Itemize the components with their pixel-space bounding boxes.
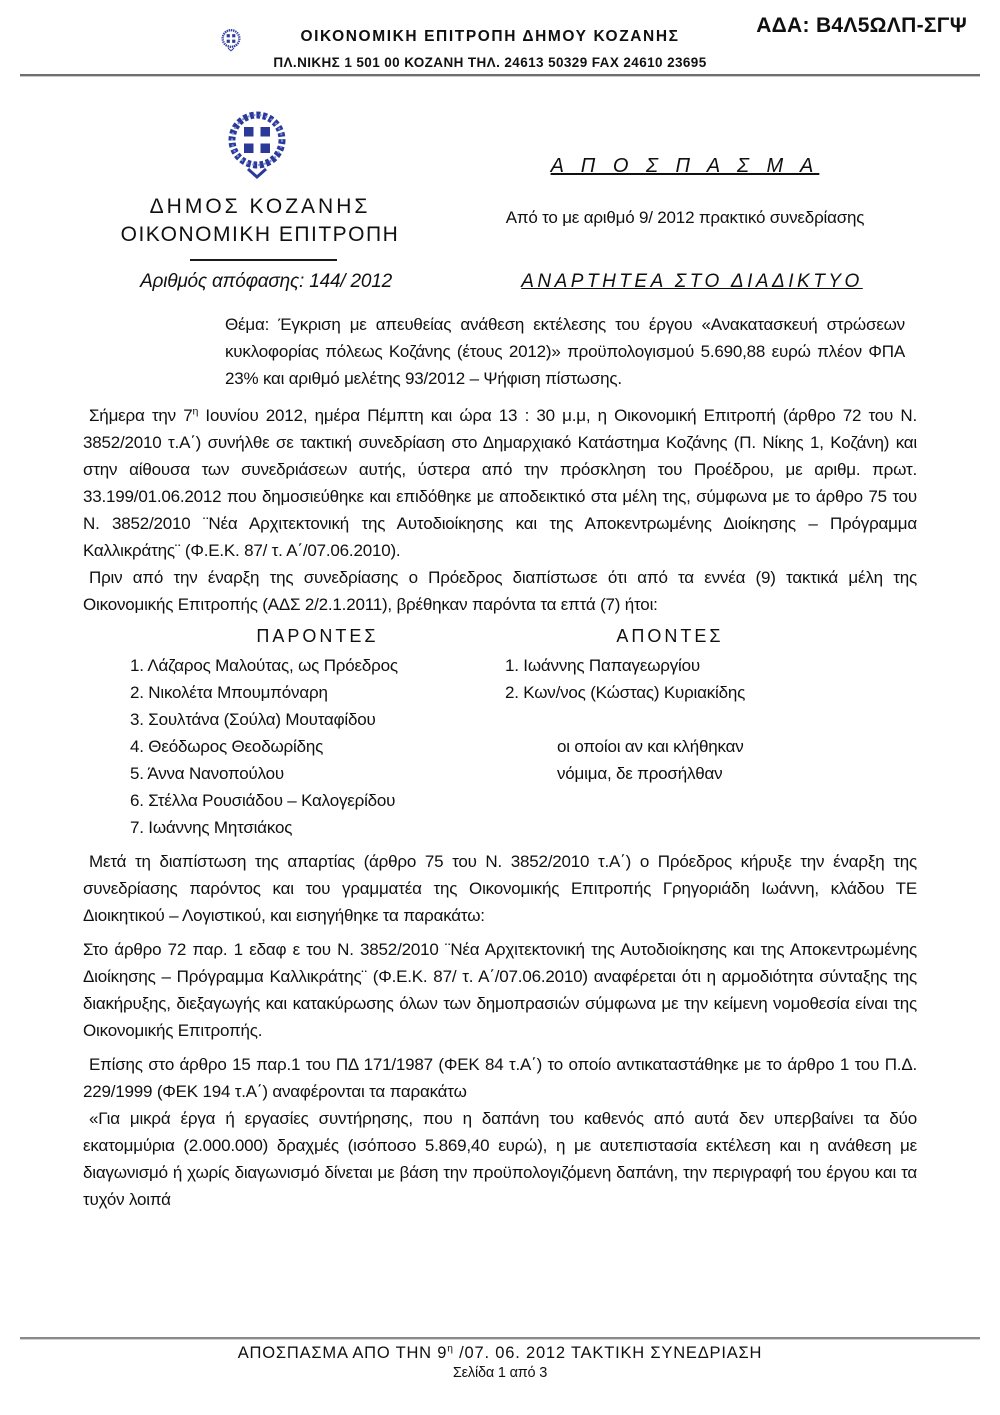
present-member: 7. Ιωάννης Μητσιάκος (130, 818, 293, 837)
paragraph-small-works-quote: «Για μικρά έργα ή εργασίες συντήρησης, που η δαπάνη του καθενός από αυτά δεν υπερβαίνει τα δύο εκατομμύρια (2.000.000) δραχμές (ισόποσο 5.869,40 ευρώ), η με αυτεπιστασία εκτέλεση και η ανάθεση με διαγωνισμό ή χωρίς διαγωνισμό δίνεται με βάση την προϋπολογιζόμενη δαπάνη, την περιγραφή του έργου και τα τυχόν λοιπά (83, 1109, 917, 1209)
attendance-lists (130, 623, 1000, 841)
footer-session-line (0, 1337, 1000, 1363)
letterhead-address: ΠΛ.ΝΙΚΗΣ 1 501 00 ΚΟΖΑΝΗ ΤΗΛ. 24613 50329 FAX 24610 23695 (273, 55, 707, 70)
footer-ordinal-sup: η (447, 1343, 454, 1355)
absent-spacer (505, 814, 855, 841)
footer-text-b: /07. 06. 2012 ΤΑΚΤΙΚΗ ΣΥΝΕΔΡΙΑΣΗ (453, 1344, 763, 1362)
absent-spacer (505, 787, 855, 814)
absent-note-line2: νόμιμα, δε προσήλθαν (557, 764, 723, 783)
letterhead-committee-name: ΟΙΚΟΝΟΜΙΚΗ ΕΠΙΤΡΟΠΗ ΔΗΜΟΥ ΚΟΖΑΝΗΣ (300, 28, 680, 45)
present-member: 3. Σουλτάνα (Σούλα) Μουταφίδου (130, 710, 376, 729)
apospasma-title: Α Π Ο Σ Π Α Σ Μ Α (550, 155, 820, 177)
paragraph-quorum: Πριν από την έναρξη της συνεδρίασης ο Πρόεδρος διαπίστωσε ότι από τα εννέα (9) τακτικά μέλη της Οικονομικής Επιτροπής (ΑΔΣ 2/2.1.2011), βρέθηκαν παρόντα τα επτά (7) ήτοι: (83, 568, 917, 614)
absent-spacer (505, 706, 855, 733)
absent-member: 2. Κων/νος (Κώστας) Κυριακίδης (505, 683, 746, 702)
footer-text-a: ΑΠΟΣΠΑΣΜΑ ΑΠΟ ΤΗΝ 9 (237, 1344, 448, 1362)
anartitea-label: ΑΝΑΡΤΗΤΕΑ ΣΤΟ ΔΙΑΔΙΚΤΥΟ (521, 271, 863, 292)
greek-emblem-icon-large (227, 104, 287, 188)
paragraph-session-intro (83, 402, 917, 564)
municipality-name: ΔΗΜΟΣ ΚΟΖΑΝΗΣ (149, 195, 371, 218)
committee-name: ΟΙΚΟΝΟΜΙΚΗ ΕΠΙΤΡΟΠΗ (120, 223, 400, 246)
paragraph-session-open: Μετά τη διαπίστωση της απαρτίας (άρθρο 75 του Ν. 3852/2010 τ.Α΄) ο Πρόεδρος κήρυξε την έναρξη της συνεδρίασης παρόντος και του γραμματέα της Οικονομικής Επιτροπής Γρηγοριάδη Ιωάννη, κλάδου ΤΕ Διοικητικού – Λογιστικού, και εισηγήθηκε τα παρακάτω: (83, 852, 917, 925)
paragraph-article-15: Επίσης στο άρθρο 15 παρ.1 του ΠΔ 171/1987 (ΦΕΚ 84 τ.Α΄) το οποίο αντικαταστάθηκε με το άρθρο 1 του Π.Δ. 229/1999 (ΦΕΚ 194 τ.Α΄) αναφέρονται τα παρακάτω (83, 1055, 917, 1101)
ada-code: ΑΔΑ: Β4Λ5ΩΛΠ-ΣΓΨ (756, 14, 967, 37)
present-member: 2. Νικολέτα Μπουμπόναρη (130, 683, 328, 702)
org-divider (190, 259, 337, 261)
present-member: 4. Θεόδωρος Θεοδωρίδης (130, 737, 324, 756)
subject-paragraph: Θέμα: Έγκριση με απευθείας ανάθεση εκτέλεσης του έργου «Ανακατασκευή στρώσεων κυκλοφορίας πόλεως Κοζάνης (έτους 2012)» προϋπολογισμού 5.690,88 ευρώ πλέον ΦΠΑ 23% και αριθμό μελέτης 93/2012 – Ψήφιση πίστωσης. (225, 315, 905, 388)
present-member: 1. Λάζαρος Μαλούτας, ως Πρόεδρος (130, 656, 398, 675)
absent-column (505, 623, 855, 841)
absent-note-line1: οι οποίοι αν και κλήθηκαν (557, 737, 744, 756)
footer-divider (20, 1337, 980, 1340)
p1-text-b: Ιουνίου 2012, ημέρα Πέμπτη και ώρα 13 : 30 μ.μ, η Οικονομική Επιτροπή (άρθρο 72 του Ν. 3852/2010 τ.Α΄) συνήλθε σε τακτική συνεδρίαση στο Δημαρχιακό Κατάστημα Κοζάνης (Π. Νίκης 1, Κοζάνη) και στην αίθουσα των συνεδριάσεων αυτής, ύστερα από την πρόσκληση του Προέδρου, με αριθμ. πρωτ. 33.199/01.06.2012 που δημοσιεύθηκε και επιδόθηκε με αποδεικτικό στα μέλη της, σύμφωνα με το άρθρο 75 του Ν. 3852/2010 ¨Νέα Αρχιτεκτονική της Αυτοδιοίκησης και της Αποκεντρωμένης Διοίκησης – Πρόγραμμα Καλλικράτης¨ (Φ.Ε.Κ. 87/ τ. Α΄/07.06.2010). (83, 406, 917, 560)
minutes-reference: Από το με αριθμό 9/ 2012 πρακτικό συνεδρίασης (505, 208, 865, 227)
present-member: 6. Στέλλα Ρουσιάδου – Καλογερίδου (130, 791, 396, 810)
present-column (130, 623, 505, 841)
p1-text-a: Σήμερα την 7 (89, 406, 193, 425)
page-footer (0, 1337, 1000, 1381)
present-member: 5. Άννα Νανοπούλου (130, 764, 285, 783)
page-number: Σελίδα 1 από 3 (452, 1365, 548, 1381)
letterhead (0, 0, 1000, 80)
absent-member: 1. Ιωάννης Παπαγεωργίου (505, 656, 700, 675)
absent-header: ΑΠΟΝΤΕΣ (616, 626, 724, 646)
decision-number: Αριθμός απόφασης: 144/ 2012 (140, 271, 392, 292)
document-body (0, 311, 1000, 1213)
letterhead-center (250, 28, 730, 70)
letterhead-divider (20, 74, 980, 77)
p1-ordinal-sup: η (192, 405, 199, 418)
paragraph-article-72: Στο άρθρο 72 παρ. 1 εδαφ ε του Ν. 3852/2010 ¨Νέα Αρχιτεκτονική της Αυτοδιοίκησης και της Αποκεντρωμένης Διοίκησης – Πρόγραμμα Καλλικράτης¨ (Φ.Ε.Κ. 87/ τ. Α΄/07.06.2010) αναφέρεται ότι η αρμοδιότητα σύνταξης της διακήρυξης, διεξαγωγής και κατακύρωσης όλων των δημοπρασιών σύμφωνα με την κείμενη νομοθεσία είναι της Οικονομικής Επιτροπής. (83, 940, 917, 1040)
present-header: ΠΑΡΟΝΤΕΣ (256, 626, 379, 646)
greek-emblem-icon-small (221, 27, 241, 54)
